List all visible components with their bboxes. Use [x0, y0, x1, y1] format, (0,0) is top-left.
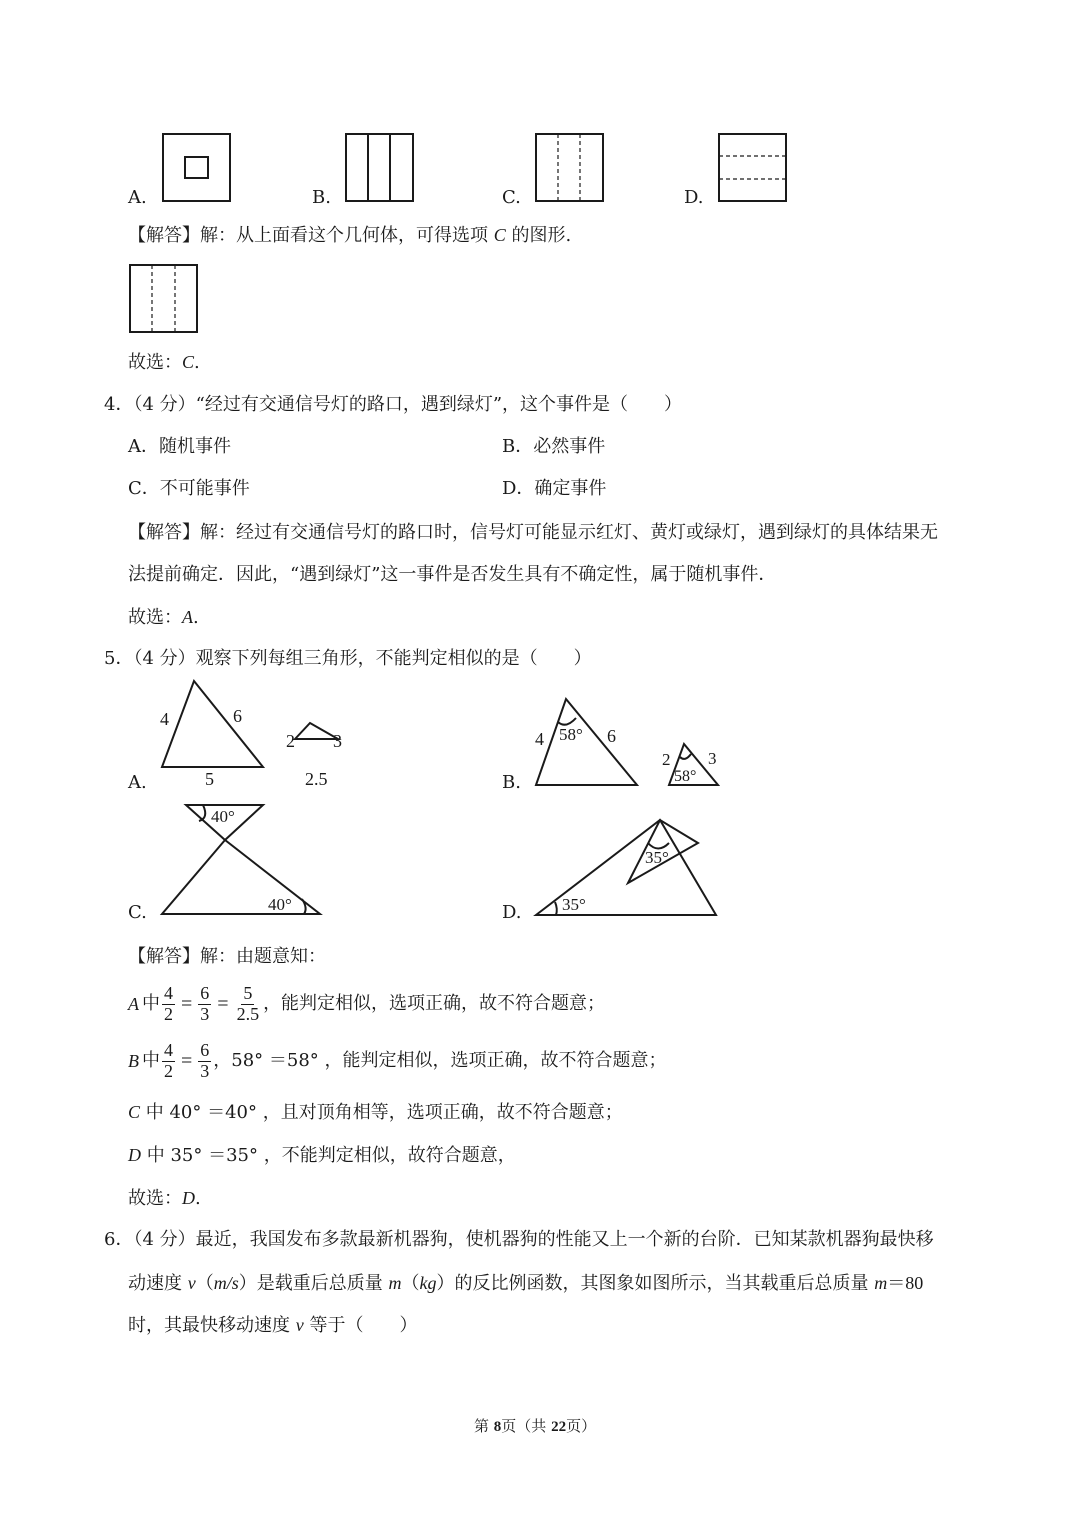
q3-option-c-label[interactable]: C.: [502, 187, 521, 208]
q6-line-2: 动速度 v（m/s）是载重后总质量 m（kg）的反比例函数，其图象如图所示，当其载重后总质量 m＝80: [128, 1273, 924, 1294]
q5-stem: 5．（4 分）观察下列每组三角形，不能判定相似的是（ ）: [104, 648, 592, 669]
figure-d-outer-angle-arc: [555, 902, 557, 915]
q4-solution-line-2: 法提前确定．因此，“遇到绿灯”这一事件是否发生具有不确定性，属于随机事件．: [128, 564, 777, 585]
fraction-4-2: $\frac{4}{2}$: [164, 983, 173, 1024]
q5-solution-intro: 【解答】解：由题意知：: [128, 946, 326, 967]
q5-solution-line-b: B 中 $\frac{4}{2}$ = $\frac{6}{3}$ ，58° ＝58° ，能判定相似，选项正确，故不符合题意；: [128, 1040, 667, 1081]
figure-a-small-left: 2: [286, 731, 295, 751]
q4-option-a[interactable]: A．随机事件: [128, 436, 231, 457]
q5-solution-line-a: A 中 $\frac{4}{2}$ = $\frac{6}{3}$ = $\frac{5}{2.5}$ ，能判定相似，选项正确，故不符合题意；: [128, 983, 606, 1024]
q5-answer: 故选：D.: [128, 1188, 201, 1209]
fraction-4-2: $\frac{4}{2}$: [164, 1040, 173, 1081]
q4-stem: 4．（4 分）“经过有交通信号灯的路口，遇到绿灯”，这个事件是（ ）: [104, 394, 683, 415]
q4-option-c[interactable]: C．不可能事件: [128, 478, 250, 499]
figure-c-bottom-angle: 40°: [268, 895, 292, 914]
q5-figure-a: [150, 675, 370, 789]
q3-answer: 故选：C.: [128, 352, 200, 373]
figure-b-big-left: 4: [535, 729, 544, 749]
figure-b-small-angle: 58°: [674, 768, 697, 785]
q4-solution-line-1: 【解答】解：经过有交通信号灯的路口时，信号灯可能显示红灯、黄灯或绿灯，遇到绿灯的具体结果无: [128, 522, 938, 543]
figure-a-big-triangle: [162, 681, 263, 767]
figure-d-inner-angle: 35°: [645, 848, 669, 867]
q5-option-a-label[interactable]: A.: [128, 772, 147, 793]
q5-solution-line-d: D 中 35° ＝35° ，不能判定相似，故符合题意，: [128, 1145, 516, 1166]
figure-a-inner-square: [185, 157, 208, 178]
q5-figure-d: [530, 812, 730, 922]
figure-c-bottom-triangle: [162, 840, 320, 914]
figure-c-top-angle: 40°: [211, 807, 235, 826]
figure-b-outer-rect: [346, 134, 413, 201]
fraction-6-3: $\frac{6}{3}$: [200, 1040, 210, 1081]
figure-b-small-left: 2: [662, 750, 671, 769]
figure-a-big-left: 4: [160, 709, 169, 729]
figure-a-small-base: 2.5: [305, 769, 328, 789]
q3-solution: 【解答】解：从上面看这个几何体，可得选项 C 的图形.: [128, 225, 572, 246]
q6-line-3: 时，其最快移动速度 v 等于（ ）: [128, 1315, 418, 1336]
figure-b-big-right: 6: [607, 726, 616, 746]
figure-a-outer-square: [163, 134, 230, 201]
q4-option-b[interactable]: B．必然事件: [502, 436, 606, 457]
q4-answer: 故选：A.: [128, 607, 199, 628]
q5-option-c-label[interactable]: C.: [128, 902, 147, 923]
fraction-5-2.5: $\frac{5}{2.5}$: [236, 983, 260, 1024]
q5-figure-c: [155, 800, 335, 920]
fraction-6-3: $\frac{6}{3}$: [200, 983, 210, 1024]
page-footer: 第 8页（共 22页）: [474, 1417, 597, 1435]
q6-line-1: 6．（4 分）最近，我国发布多款最新机器狗，使机器狗的性能又上一个新的台阶．已知某款机器狗最快移: [104, 1229, 934, 1250]
figure-b-big-angle: 58°: [559, 725, 583, 744]
q3-option-b-label[interactable]: B.: [312, 187, 331, 208]
figure-a-small-right: 3: [333, 731, 342, 751]
figure-d-outer-angle: 35°: [562, 895, 586, 914]
figure-b-big-angle-arc: [558, 718, 576, 725]
figure-b-small-angle-arc: [680, 754, 691, 759]
q5-option-d-label[interactable]: D.: [502, 902, 522, 923]
figure-a-big-right: 6: [233, 706, 242, 726]
q4-option-d[interactable]: D．确定事件: [502, 478, 607, 499]
figure-a-small-triangle: [295, 723, 338, 739]
figure-b-small-right: 3: [708, 749, 717, 768]
figure-a-big-base: 5: [205, 769, 214, 789]
figure-d-outer-rect: [719, 134, 786, 201]
solution-figure-rect: [130, 265, 197, 332]
q3-option-a-label[interactable]: A.: [128, 187, 147, 208]
q3-option-d-label[interactable]: D.: [684, 187, 704, 208]
page-number: 8: [493, 1419, 502, 1435]
q5-figure-b: [530, 692, 740, 792]
q5-option-b-label[interactable]: B.: [502, 772, 521, 793]
page-total: 22: [551, 1419, 567, 1435]
figure-b-big-triangle: [536, 699, 637, 785]
figure-c-outer-rect: [536, 134, 603, 201]
q5-solution-line-c: C 中 40° ＝40° ，且对顶角相等，选项正确，故不符合题意；: [128, 1102, 623, 1123]
